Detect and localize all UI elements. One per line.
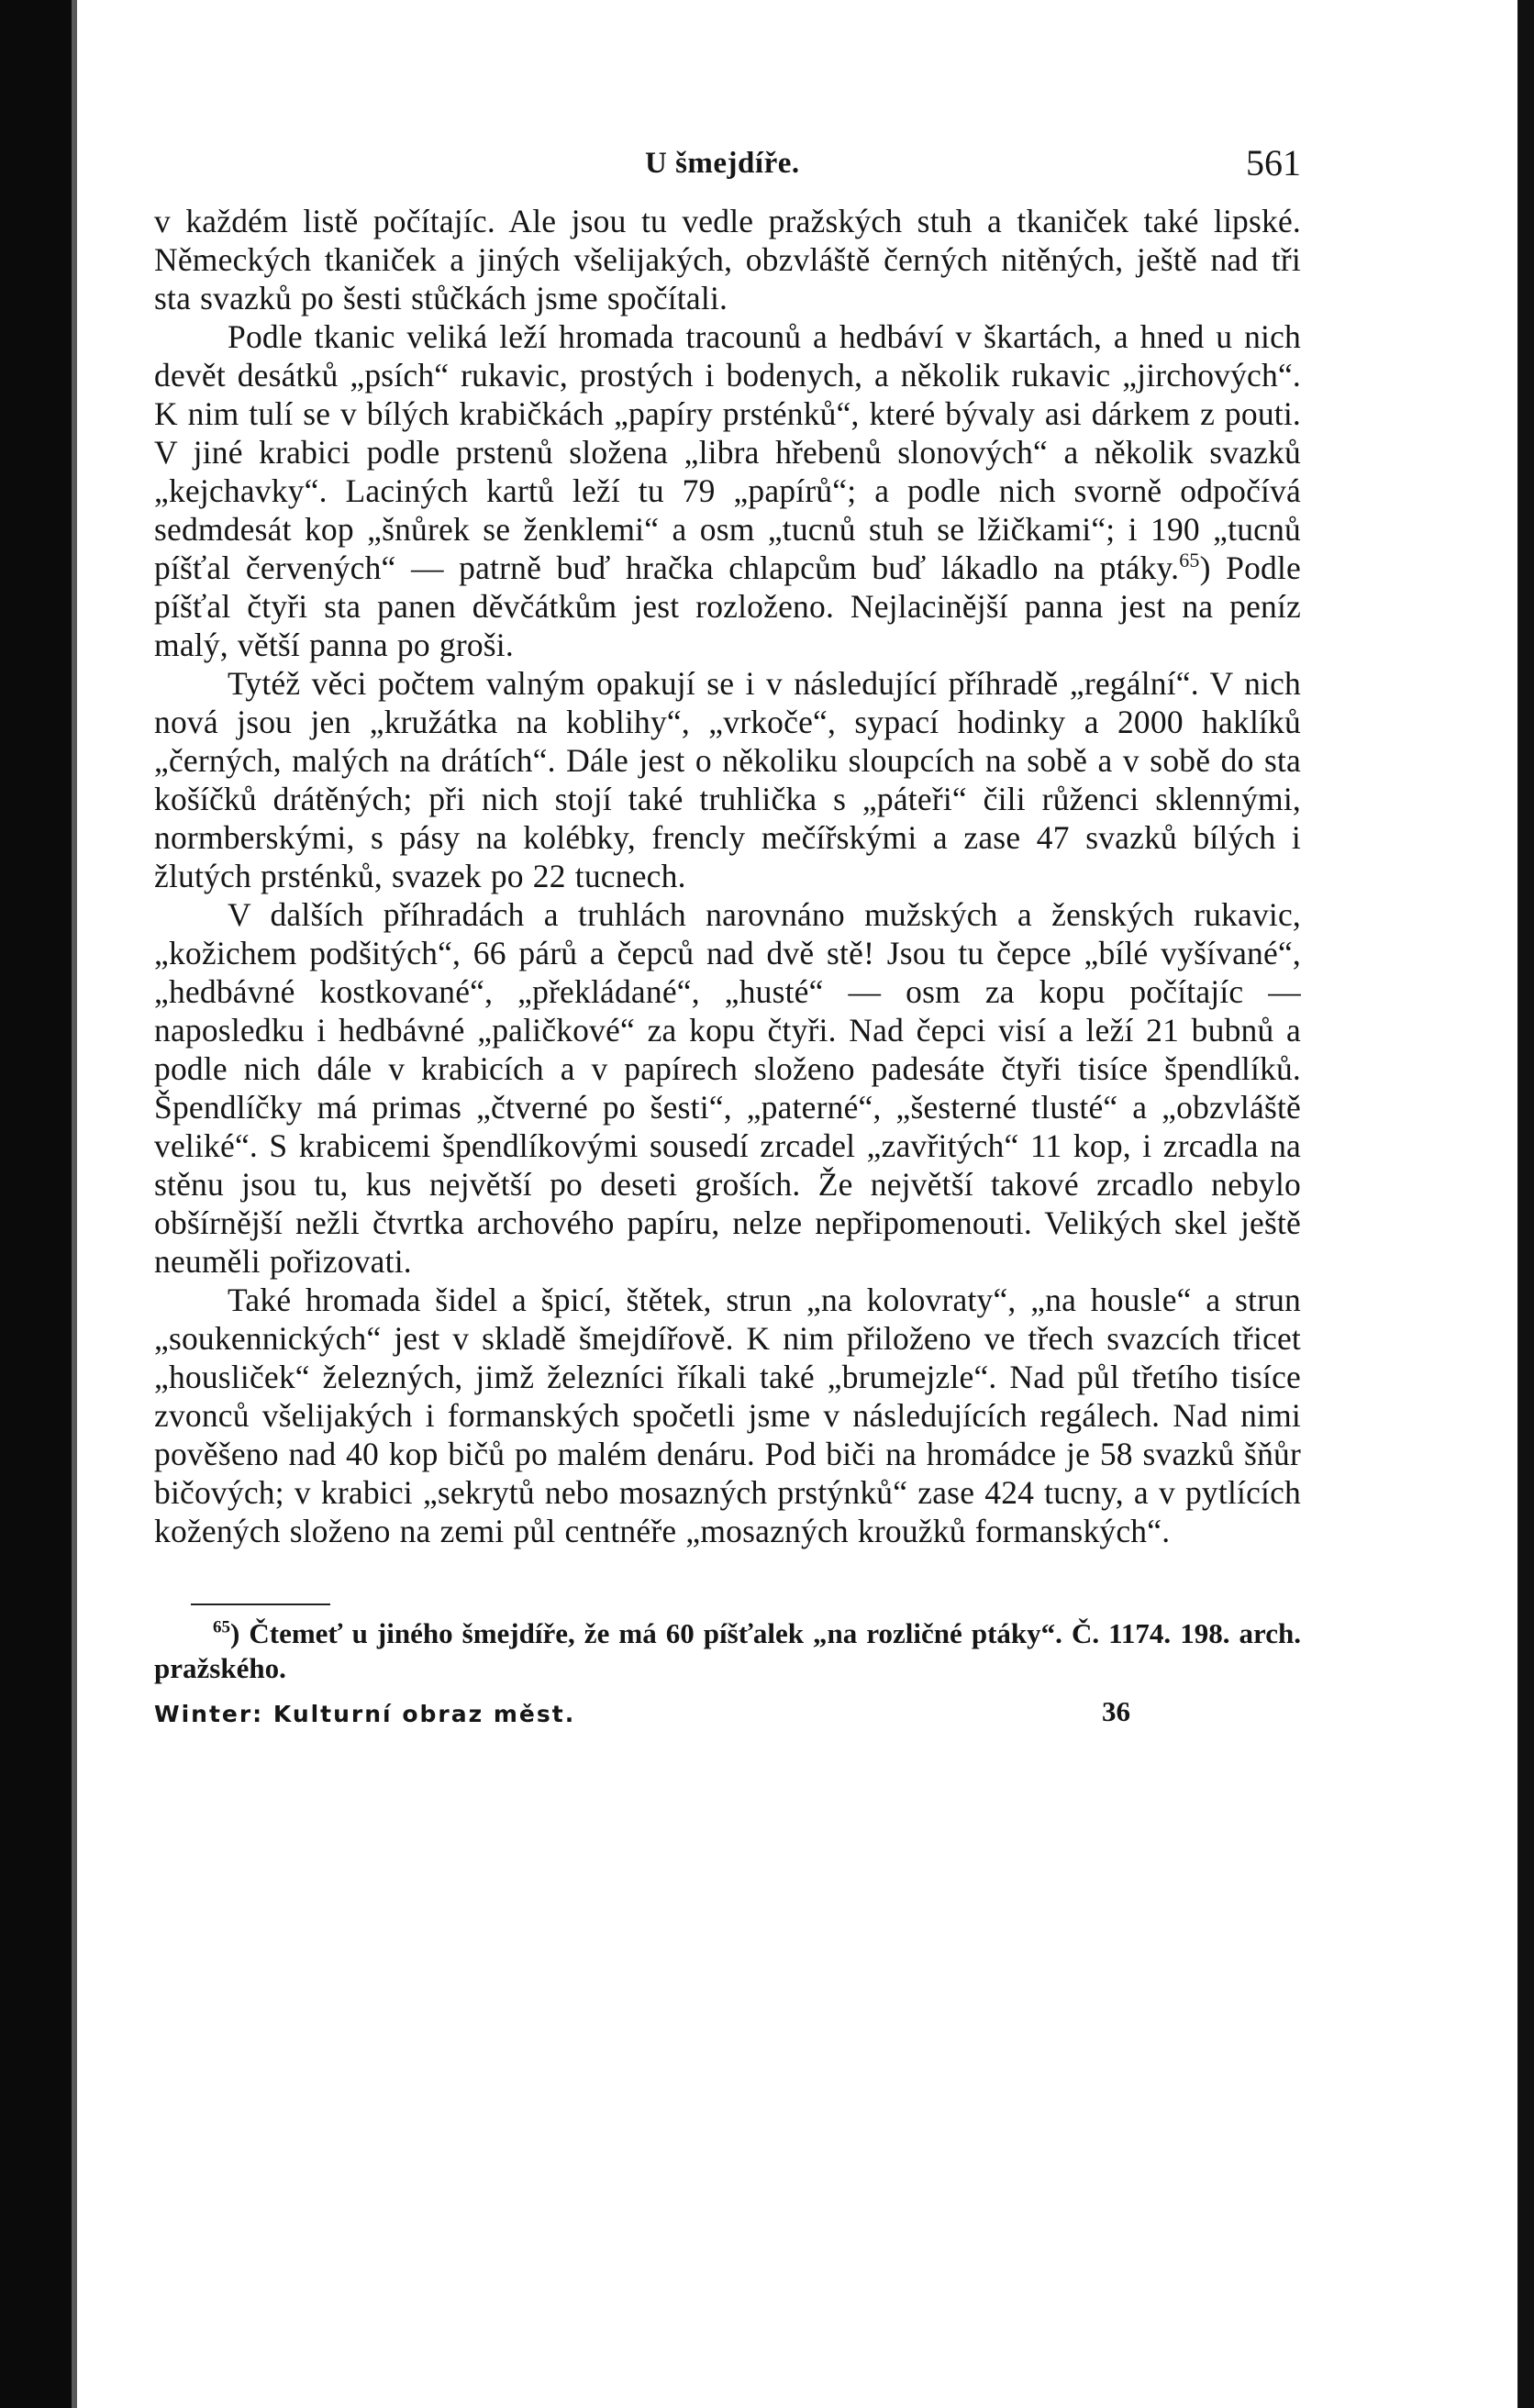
scan-edge-shadow — [72, 0, 77, 2408]
running-title: U šmejdíře. — [645, 147, 800, 180]
footnote-number: 65 — [213, 1617, 230, 1637]
footnotes — [154, 1616, 1301, 1686]
paragraph-2-text: Podle tkanic veliká leží hromada tracounů a hedbáví v škartách, a hned u nich devět desátků „psích“ rukavic, prostých i bodenych, a několik rukavic „jirchových“. K nim tulí se v bílých krabičkách „papíry prsténků“, které bývaly asi dárkem z pouti. V jiné krabici podle prstenů složena „libra hřebenů slonových“ a několik svazků „kejchavky“. Laciných kartů leží tu 79 „papírů“; a podle nich svorně odpočívá sedmdesát kop „šnůrek se ženklemi“ a osm „tucnů stuh se lžičkami“; i 190 „tucnů píšťal červených“ — patrně buď hračka chlapcům buď lákadlo na ptáky. — [154, 318, 1301, 586]
paragraph-4: V dalších příhradách a truhlách narovnáno mužských a ženských rukavic, „kožichem podšitých“, 66 párů a čepců nad dvě stě! Jsou tu čepce „bílé vyšívané“, „hedbávné kostkované“, „překládané“, „husté“ — osm za kopu počítajíc — naposledku i hedbávné „paličkové“ za kopu čtyři. Nad čepci visí a leží 21 bubnů a podle nich dále v krabicích a v papírech složeno padesáte čtyři tisíce špendlíků. Špendlíčky má primas „čtverné po šesti“, „paterné“, „šesterné tlusté“ a „obzvláště veliké“. S krabicemi špendlíkovými sousedí zrcadel „zavřitých“ 11 kop, i zrcadla na stěnu jsou tu, kus největší po deseti groších. Že největší takové zrcadlo nebylo obšírnější nežli čtvrtka archového papíru, nelze nepřipomenouti. Velikých skel ještě neuměli pořizovati. — [154, 896, 1301, 1280]
page-number: 561 — [1246, 142, 1301, 183]
footnote-rule — [191, 1603, 330, 1605]
book-page — [154, 138, 1301, 1736]
scan-edge-right — [1517, 0, 1534, 2408]
scan-edge-left — [0, 0, 72, 2408]
footnote-65 — [154, 1616, 1301, 1686]
printer-signature: Winter: Kulturní obraz měst. — [154, 1701, 576, 1727]
paragraph-2-text-cont: ) Podle píšťal čtyři sta panen děvčátkům jest rozloženo. Nejlacinější panna jest na peníz malý, větší panna po groši. — [154, 549, 1301, 663]
paragraph-3: Tytéž věci počtem valným opakují se i v následující příhradě „regální“. V nich nová jsou jen „kružátka na koblihy“, „vrkoče“, sypací hodinky a 2000 haklíků „černých, malých na drátích“. Dále jest o několiku sloupcích na sobě a v sobě do sta košíčků drátěných; při nich stojí také truhlička s „páteři“ čili růženci sklennými, normberskými, s pásy na kolébky, frencly mečířskými a zase 47 svazků bílých i žlutých prsténků, svazek po 22 tucnech. — [154, 665, 1301, 894]
paragraph-5: Také hromada šidel a špicí, štětek, strun „na kolovraty“, „na housle“ a strun „soukennických“ jest v skladě šmejdířově. K nim přiloženo ve třech svazcích třicet „housliček“ železných, jimž železníci říkali také „brumejzle“. Nad půl třetího tisíce zvonců všelijakých i formanských spočetli jsme v následujících regálech. Nad nimi pověšeno nad 40 kop bičů po malém denáru. Pod biči na hromádce je 58 svazků šňůr bičových; v krabici „sekrytů nebo mosazných prstýnků“ zase 424 tucny, a v pytlících kožených složeno na zemi půl centnéře „mosazných kroužků formanských“. — [154, 1282, 1301, 1549]
body-text — [154, 202, 1301, 1550]
signature-number: 36 — [1102, 1695, 1130, 1727]
paragraph-1: v každém listě počítajíc. Ale jsou tu vedle pražských stuh a tkaniček také lipské. Německých tkaniček a jiných všelijakých, obzvláště černých nitěných, ještě nad tři sta svazků po šesti stůčkách jsme spočítali. — [154, 203, 1301, 316]
footnote-text: ) Čtemeť u jiného šmejdíře, že má 60 píšťalek „na rozličné ptáky“. Č. 1174. 198. arch. pražského. — [154, 1617, 1301, 1684]
running-head — [154, 138, 1301, 202]
signature-line — [154, 1695, 1301, 1736]
footnote-reference: 65 — [1179, 549, 1200, 572]
paragraph-2 — [154, 317, 1301, 664]
